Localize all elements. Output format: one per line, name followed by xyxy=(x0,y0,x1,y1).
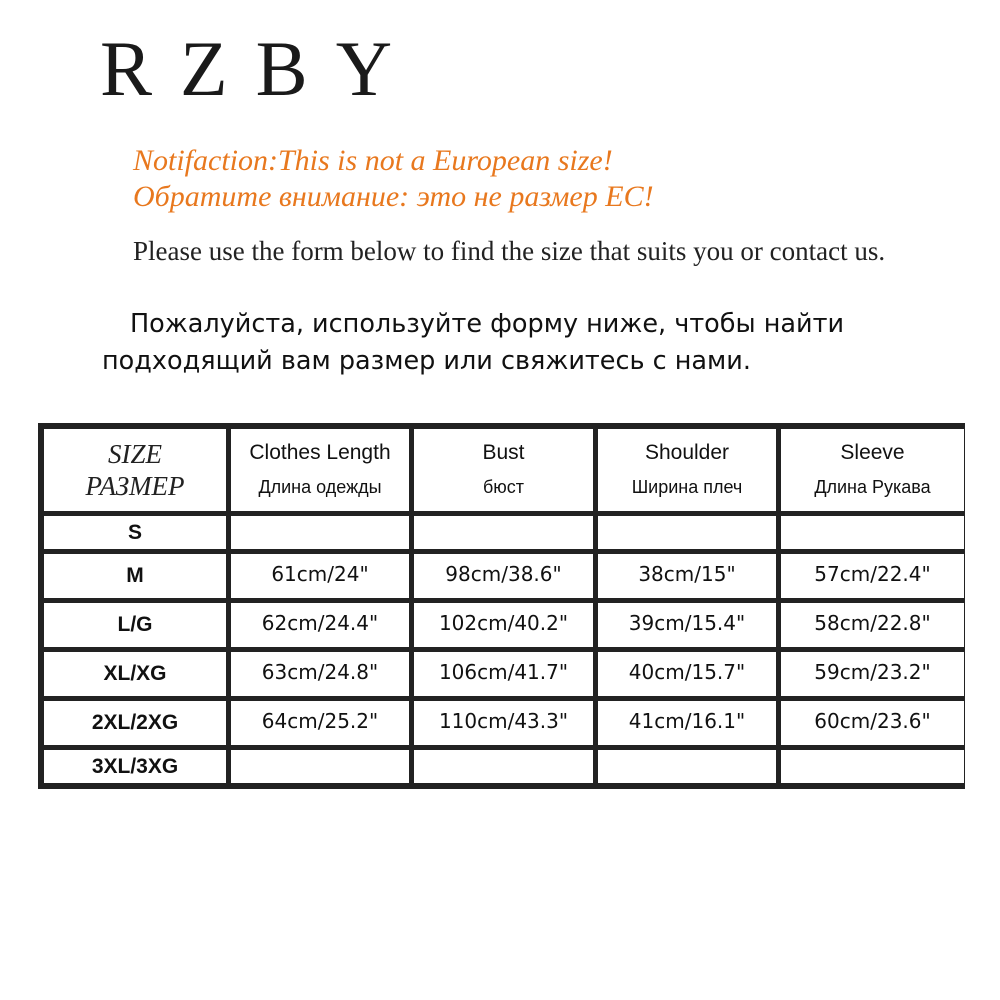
measurement-cell: 64cm/25.2" xyxy=(231,701,409,745)
measurement-cell xyxy=(231,750,409,783)
measurement-cell xyxy=(231,516,409,549)
measurement-cell: 106cm/41.7" xyxy=(414,652,593,696)
measurement-cell: 102cm/40.2" xyxy=(414,603,593,647)
measurement-cell xyxy=(781,750,964,783)
size-header-en: SIZE xyxy=(108,439,162,469)
measurement-cell: 59cm/23.2" xyxy=(781,652,964,696)
measurement-cell: 41cm/16.1" xyxy=(598,701,776,745)
size-label-cell: 2XL/2XG xyxy=(44,701,226,745)
measurement-cell xyxy=(414,750,593,783)
table-header-row xyxy=(44,429,964,511)
column-header-en: Bust xyxy=(482,441,525,464)
measurement-cell xyxy=(598,750,776,783)
instructions-en: Please use the form below to find the size that suits you or contact us. xyxy=(133,236,886,266)
table-row xyxy=(44,603,964,647)
measurement-cell: 39cm/15.4" xyxy=(598,603,776,647)
notice-ru: Обратите внимание: это не размер ЕС! xyxy=(133,180,654,213)
size-label-cell: XL/XG xyxy=(44,652,226,696)
table-row xyxy=(44,516,964,549)
size-header-cell xyxy=(44,429,226,511)
measurement-cell: 57cm/22.4" xyxy=(781,554,964,598)
column-header-en: Sleeve xyxy=(840,441,905,464)
size-notice xyxy=(133,143,654,215)
measurement-cell xyxy=(781,516,964,549)
instructions-ru: Пожалуйста, используйте форму ниже, чтобы найти подходящий вам размер или свяжитесь с нами. xyxy=(102,309,845,376)
measurement-cell: 38cm/15" xyxy=(598,554,776,598)
column-header-ru: Длина Рукава xyxy=(814,477,931,497)
column-header-ru: Ширина плеч xyxy=(631,477,743,497)
measurement-cell xyxy=(414,516,593,549)
column-header-en: Clothes Length xyxy=(249,441,391,464)
column-header-bust xyxy=(414,429,593,511)
column-header-en: Shoulder xyxy=(644,441,730,464)
table-row xyxy=(44,652,964,696)
size-chart xyxy=(38,423,965,789)
size-table xyxy=(39,424,969,788)
measurement-cell: 62cm/24.4" xyxy=(231,603,409,647)
measurement-cell: 110cm/43.3" xyxy=(414,701,593,745)
table-row xyxy=(44,750,964,783)
size-header-ru: РАЗМЕР xyxy=(85,471,185,501)
column-header-shoulder xyxy=(598,429,776,511)
measurement-cell: 61cm/24" xyxy=(231,554,409,598)
notice-en: Notifaction:This is not a European size! xyxy=(133,144,613,177)
size-label-cell: 3XL/3XG xyxy=(44,750,226,783)
measurement-cell xyxy=(598,516,776,549)
column-header-ru: бюст xyxy=(482,477,525,497)
brand-logo: RZBY xyxy=(100,25,421,112)
column-header-clothes-length xyxy=(231,429,409,511)
measurement-cell: 58cm/22.8" xyxy=(781,603,964,647)
table-row xyxy=(44,701,964,745)
measurement-cell: 40cm/15.7" xyxy=(598,652,776,696)
measurement-cell: 98cm/38.6" xyxy=(414,554,593,598)
column-header-ru: Длина одежды xyxy=(258,477,382,497)
size-label-cell: M xyxy=(44,554,226,598)
column-header-sleeve xyxy=(781,429,964,511)
measurement-cell: 63cm/24.8" xyxy=(231,652,409,696)
table-row xyxy=(44,554,964,598)
measurement-cell: 60cm/23.6" xyxy=(781,701,964,745)
size-label-cell: S xyxy=(44,516,226,549)
size-label-cell: L/G xyxy=(44,603,226,647)
